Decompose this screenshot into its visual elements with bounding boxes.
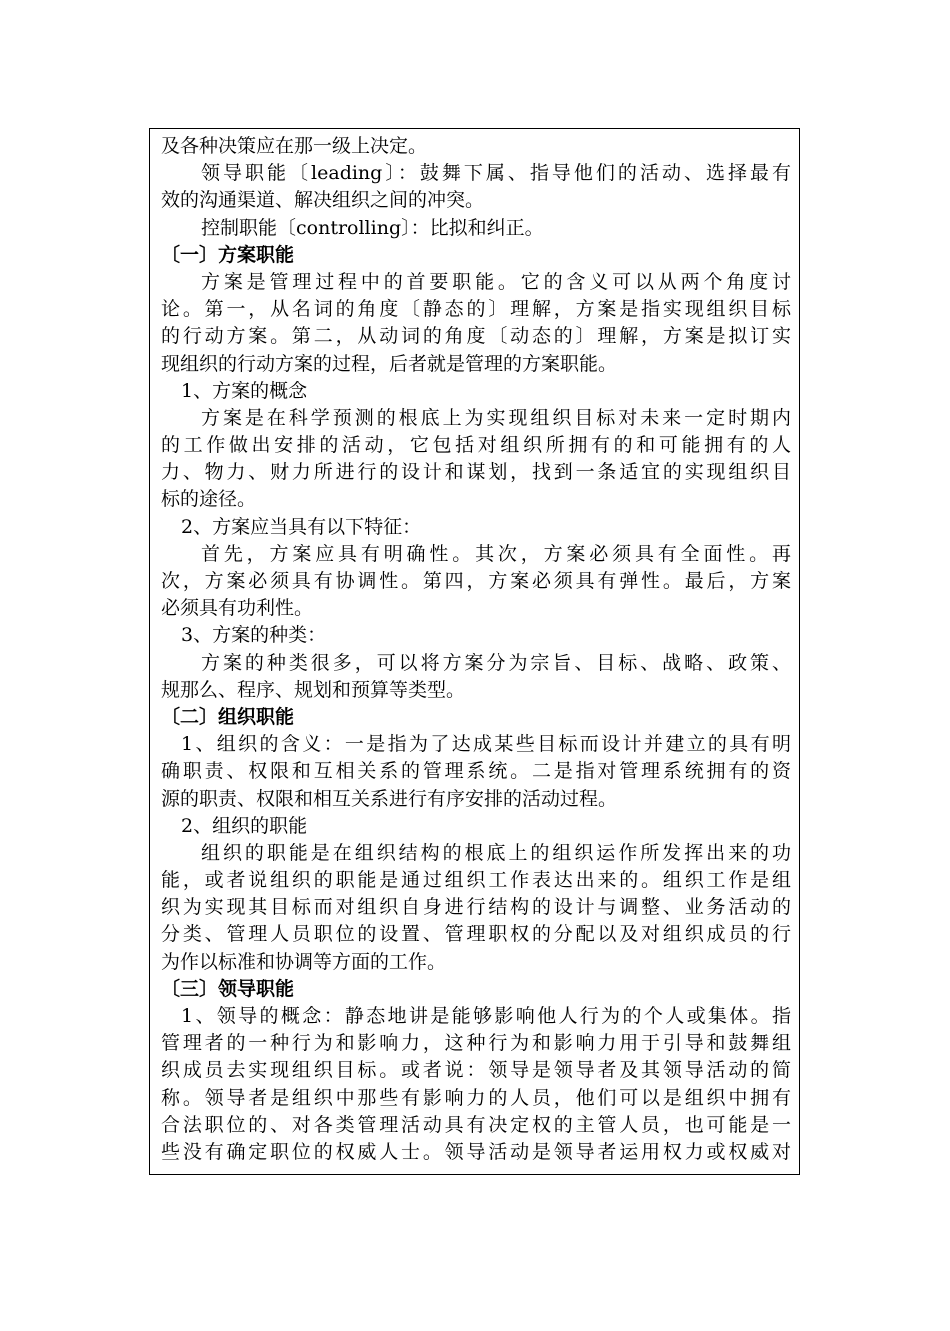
text-line: 现组织的行动方案的过程，后者就是管理的方案职能。 <box>161 352 618 375</box>
text-line: 首先，方案应具有明确性。其次，方案必须具有全面性。再 <box>201 542 791 565</box>
text-line: 管理者的一种行为和影响力，这种行为和影响力用于引导和鼓舞组 <box>161 1032 791 1055</box>
subheading: 1、方案的概念 <box>181 379 308 402</box>
text-line: 方案是在科学预测的根底上为实现组织目标对未来一定时期内 <box>201 406 791 429</box>
text-line: 能，或者说组织的职能是通过组织工作表达出来的。组织工作是组 <box>161 869 791 892</box>
text-line: 的行动方案。第二，从动词的角度〔动态的〕理解，方案是拟订实 <box>161 325 791 348</box>
text-line: 些没有确定职位的权威人士。领导活动是领导者运用权力或权威对 <box>161 1140 791 1163</box>
document-table-cell <box>149 128 800 1175</box>
subheading: 2、方案应当具有以下特征： <box>181 515 422 538</box>
text-line: 分类、管理人员职位的设置、管理职权的分配以及对组织成员的行 <box>161 923 791 946</box>
text-line: 源的职责、权限和相互关系进行有序安排的活动过程。 <box>161 787 618 810</box>
text-line: 为作以标准和协调等方面的工作。 <box>161 950 447 973</box>
text-line: 控制职能〔controlling〕：比拟和纠正。 <box>201 216 544 239</box>
section-heading: 〔二〕组织职能 <box>161 705 295 728</box>
text-line: 组织的职能是在组织结构的根底上的组织运作所发挥出来的功 <box>201 841 791 864</box>
text-line: 合法职位的、对各类管理活动具有决定权的主管人员，也可能是一 <box>161 1113 791 1136</box>
text-line: 力、物力、财力所进行的设计和谋划，找到一条适宜的实现组织目 <box>161 461 791 484</box>
text-line: 织为实现其目标而对组织自身进行结构的设计与调整、业务活动的 <box>161 896 791 919</box>
text-line: 称。领导者是组织中那些有影响力的人员，他们可以是组织中拥有 <box>161 1086 791 1109</box>
text-line: 方案的种类很多，可以将方案分为宗旨、目标、战略、政策、 <box>201 651 791 674</box>
document-body <box>161 133 791 1166</box>
text-line: 领导职能〔leading〕：鼓舞下属、指导他们的活动、选择最有 <box>201 162 791 185</box>
subheading: 2、组织的职能 <box>181 814 308 837</box>
text-line: 次，方案必须具有协调性。第四，方案必须具有弹性。最后，方案 <box>161 570 791 592</box>
text-line: 1、组织的含义：一是指为了达成某些目标而设计并建立的具有明 <box>181 733 791 756</box>
text-line: 方案是管理过程中的首要职能。它的含义可以从两个角度讨 <box>201 270 791 293</box>
text-line: 效的沟通渠道、解决组织之间的冲突。 <box>161 189 485 212</box>
text-line: 标的途径。 <box>161 488 257 511</box>
text-line: 织成员去实现组织目标。或者说：领导是领导者及其领导活动的简 <box>161 1059 791 1082</box>
text-line: 及各种决策应在那一级上决定。 <box>161 135 428 157</box>
section-heading: 〔一〕方案职能 <box>161 243 295 266</box>
text-line: 的工作做出安排的活动，它包括对组织所拥有的和可能拥有的人 <box>161 434 791 457</box>
text-line: 必须具有功利性。 <box>161 597 314 620</box>
text-line: 规那么、程序、规划和预算等类型。 <box>161 678 466 701</box>
text-line: 论。第一，从名词的角度〔静态的〕理解，方案是指实现组织目标 <box>161 298 791 321</box>
subheading: 3、方案的种类： <box>181 624 327 647</box>
text-line: 确职责、权限和互相关系的管理系统。二是指对管理系统拥有的资 <box>161 760 791 783</box>
text-line: 1、领导的概念：静态地讲是能够影响他人行为的个人或集体。指 <box>181 1005 791 1027</box>
section-heading: 〔三〕领导职能 <box>161 977 295 1000</box>
